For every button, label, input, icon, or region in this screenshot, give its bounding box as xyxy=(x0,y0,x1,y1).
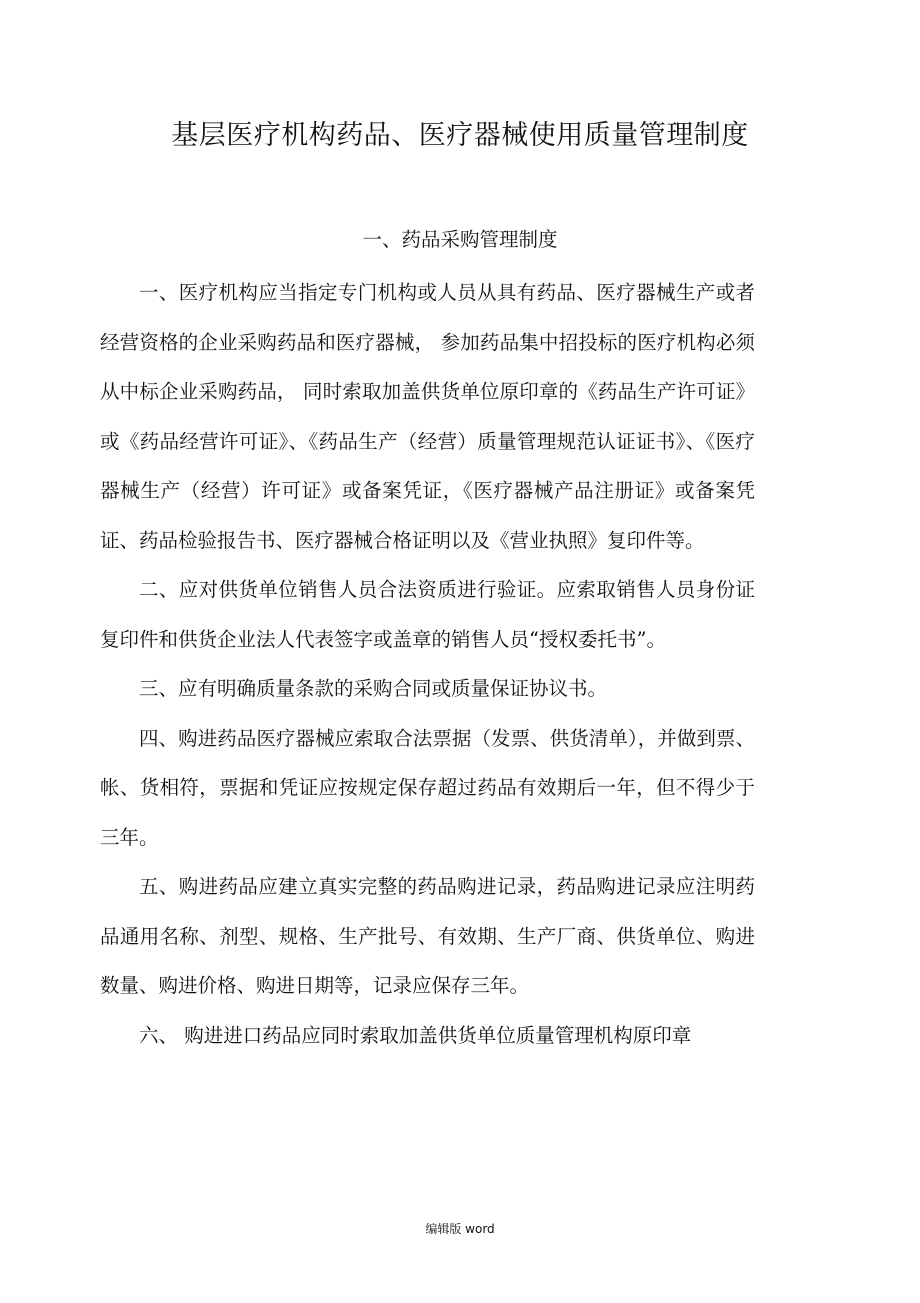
paragraph-4: 四、购进药品医疗器械应索取合法票据（发票、供货清单），并做到票、帐、货相符，票据和凭证应按规定保存超过药品有效期后一年，但不得少于三年。 xyxy=(100,726,755,849)
section-heading: 一、药品采购管理制度 xyxy=(362,228,558,251)
paragraph-3: 三、应有明确质量条款的采购合同或质量保证协议书。 xyxy=(139,677,608,700)
paragraph-6: 六、 购进进口药品应同时索取加盖供货单位质量管理机构原印章 xyxy=(139,1023,692,1047)
paragraph-5: 五、购进药品应建立真实完整的药品购进记录，药品购进记录应注明药品通用名称、剂型、规格、生产批号、有效期、生产厂商、供货单位、购进数量、购进价格、购进日期等，记录应保存三年。 xyxy=(100,875,755,997)
paragraph-1: 一、医疗机构应当指定专门机构或人员从具有药品、医疗器械生产或者经营资格的企业采购药品和医疗器械， 参加药品集中招投标的医疗机构必须从中标企业采购药品， 同时索取加盖供货单位原印章的《药品生产许可证》或《药品经营许可证》、《药品生产（经营）质量管理规范认证证书》、《医疗器械生产（经营）许可证》或备案凭证，《医疗器械产品注册证》或备案凭证、药品检验报告书、医疗器械合格证明以及《营业执照》复印件等。 xyxy=(100,281,755,552)
page-footer: 编辑版 word xyxy=(425,1222,495,1236)
document-body xyxy=(100,268,755,1060)
document-title: 基层医疗机构药品、医疗器械使用质量管理制度 xyxy=(171,120,749,151)
paragraph-2: 二、应对供货单位销售人员合法资质进行验证。应索取销售人员身份证复印件和供货企业法人代表签字或盖章的销售人员“授权委托书”。 xyxy=(100,578,755,651)
